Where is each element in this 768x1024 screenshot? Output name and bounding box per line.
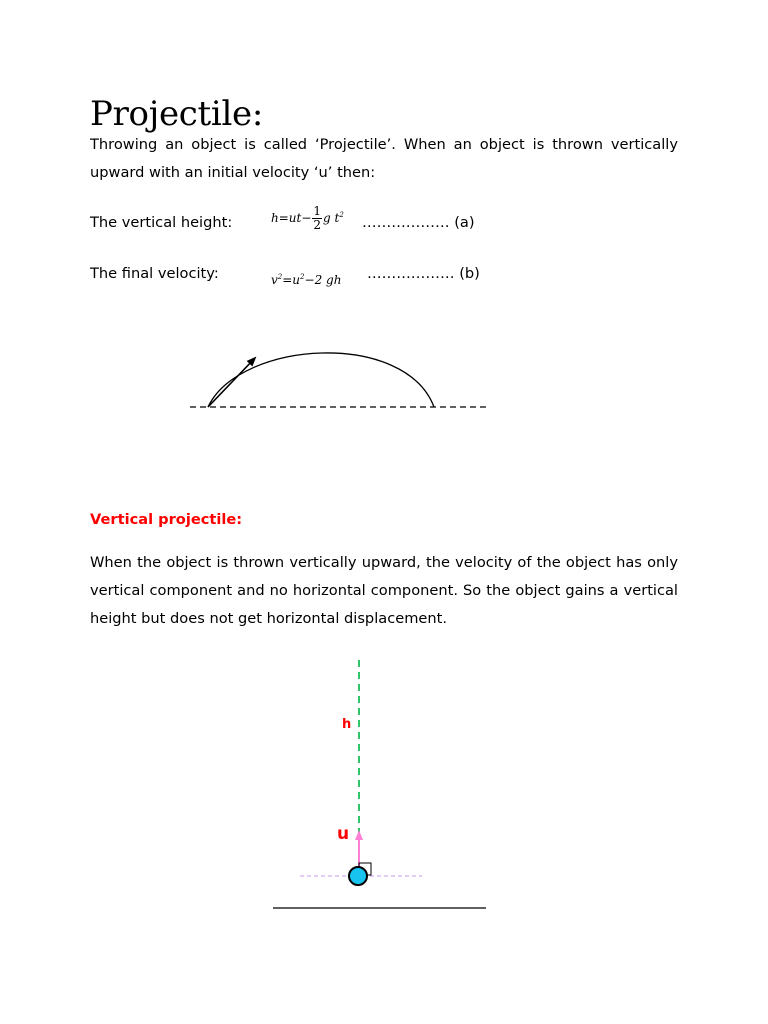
projectile-arc-diagram (190, 353, 486, 407)
velocity-label: u (337, 824, 350, 844)
height-lhs: h=ut− (271, 211, 312, 225)
section-title-vertical-projectile: Vertical projectile: (90, 511, 243, 528)
equation-velocity-label: The final velocity: (90, 265, 219, 282)
equation-height-label: The vertical height: (90, 214, 233, 231)
equation-height-ref: ……………… (a) (362, 214, 475, 231)
page-title: Projectile: (90, 94, 263, 134)
intro-paragraph: Throwing an object is called ‘Projectile’. When an object is thrown vertically upward with an initial velocity ‘u’ then: (90, 136, 678, 181)
equation-velocity-formula: $v^2=u^2-2$ gh (271, 273, 342, 287)
height-rhs: g t (323, 211, 340, 225)
vertical-projectile-diagram (273, 660, 486, 908)
height-label: h (342, 717, 352, 732)
equation-velocity-ref: ……………… (b) (367, 265, 480, 282)
projectile-arc (208, 353, 434, 407)
launch-velocity-arrow (208, 358, 255, 407)
height-exponent: 2 (339, 211, 344, 219)
vertical-projectile-paragraph: When the object is thrown vertically upward, the velocity of the object has only vertical component and no horizontal component. So the object gains a vertical height but does not get horizontal displacement. (90, 554, 678, 627)
fraction-half: $\frac{1}{2}$ (313, 204, 322, 232)
ball (349, 867, 367, 885)
